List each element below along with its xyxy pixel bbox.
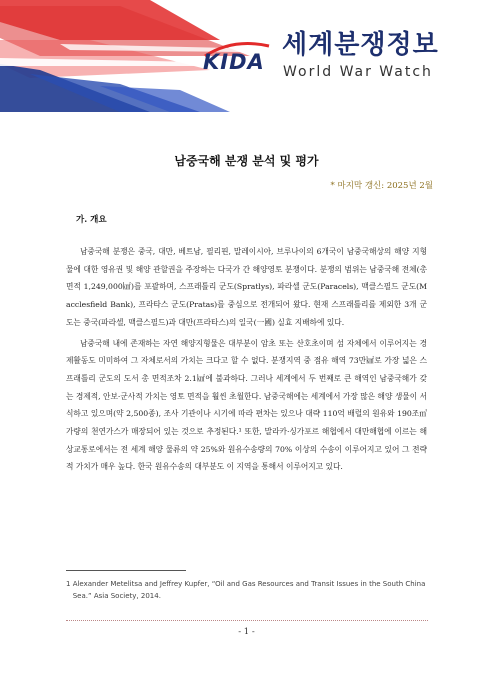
page-bottom-divider xyxy=(66,620,428,621)
header-banner xyxy=(0,0,493,112)
kida-logo-text: KIDA xyxy=(203,50,265,74)
footnote xyxy=(66,578,431,602)
footnote-divider xyxy=(66,570,186,571)
footnote-text: Alexander Metelitsa and Jeffrey Kupfer, “Oil and Gas Resources and Transit Issues in the South China Sea.” Asia Society, 2014. xyxy=(72,580,426,600)
document-title: 남중국해 분쟁 분석 및 평가 xyxy=(174,154,319,168)
update-note: * 마지막 갱신: 2025년 2월 xyxy=(330,181,433,191)
document-body xyxy=(66,243,427,476)
paragraph-2: 남중국해 내에 존재하는 자연 해양지형물은 대부분이 암초 또는 산호초이며 섬 자체에서 이루어지는 경제활동도 미미하여 그 자체로서의 가치는 크다고 할 수 없다. 분쟁지역 중 점유 해역 73만㎢로 가장 넓은 스프래틀리 군도의 도서 총 면적조차 2.1㎢에 불과하다. 그러나 세계에서 두 번째로 큰 해역인 남중국해가 갖는 경제적, 안보·군사적 가치는 영토 면적을 훨씬 초월한다. 남중국해에는 세계에서 가장 많은 해양 생물이 서식하고 있으며(약 2,500종), 조사 기관이나 시기에 따라 편차는 있으나 대략 110억 배럴의 원유와 190조㎥ 가량의 천연가스가 매장되어 있는 것으로 추정된다.¹ 또한, 말라카·싱가포르 해협에서 대만해협에 이르는 해상교통로에서는 전 세계 해양 물류의 약 25%와 원유수송량의 70% 이상의 수송이 이루어지고 있어 그 전략적 가치가 매우 높다. 한국 원유수송의 대부분도 이 지역을 통해서 이루어지고 있다. xyxy=(66,338,427,472)
site-title-en: World War Watch xyxy=(283,64,433,80)
paragraph-1: 남중국해 분쟁은 중국, 대만, 베트남, 필리핀, 말레이시아, 브루나이의 6개국이 남중국해상의 해양 지형물에 대한 영유권 및 해양 관할권을 주장하는 다국가 간 해양영토 분쟁이다. 분쟁의 범위는 남중국해 전체(총 면적 1,249,000㎢)를 포괄하며, 스프래틀리 군도(Spratlys), 파라셀 군도(Paracels), 맥클스필드 군도(Macclesfield Bank), 프라타스 군도(Pratas)를 중심으로 전개되어 왔다. 현재 스프래틀리를 제외한 3개 군도는 중국(파라셀, 맥클스필드)과 대만(프라타스)의 일국(一國) 실효 지배하에 있다. xyxy=(66,247,427,327)
page-number: - 1 - xyxy=(238,627,255,637)
site-title-ko: 세계분쟁정보 xyxy=(282,30,439,60)
section-heading: 가. 개요 xyxy=(76,215,107,225)
footnote-number: 1 xyxy=(66,580,71,588)
